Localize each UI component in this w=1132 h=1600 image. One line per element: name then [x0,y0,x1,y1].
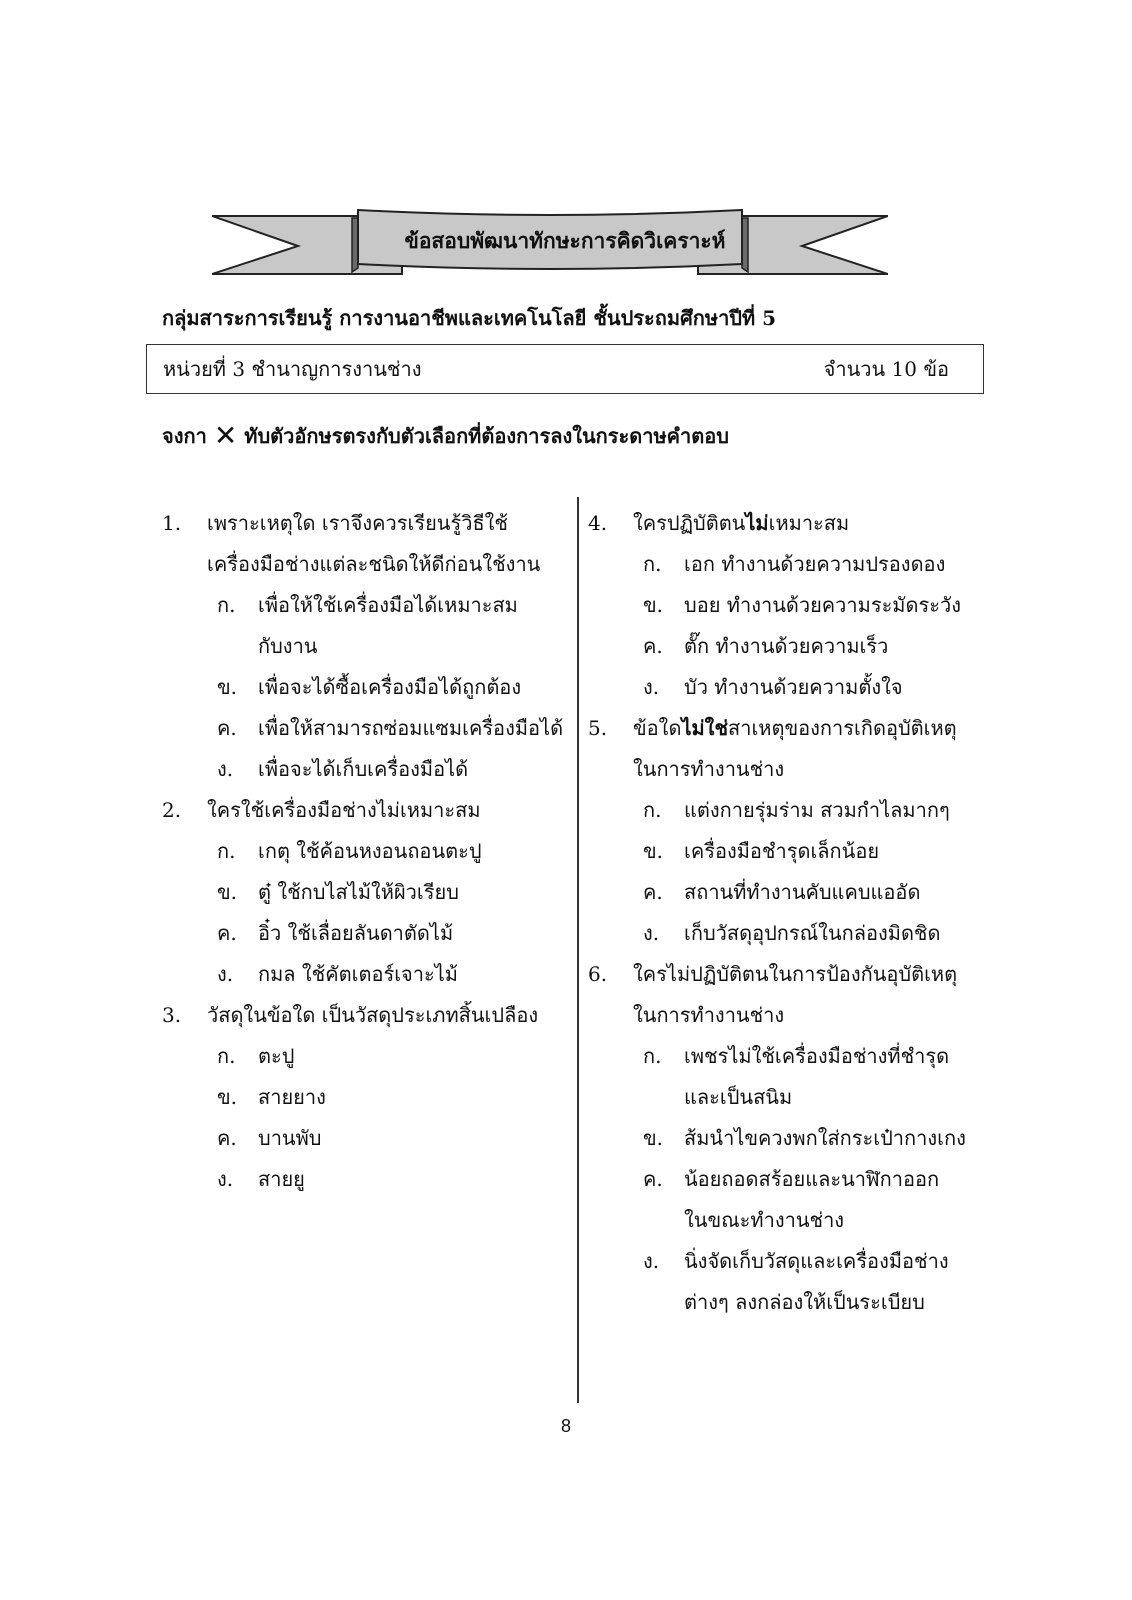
question-text: เครื่องมือช่างแต่ละชนิดให้ดีก่อนใช้งาน [207,552,541,576]
option-item[interactable] [588,544,1008,585]
stem-emphasis: ไม่ใช่ [681,716,729,740]
question-text: ใครไม่ปฏิบัติตนในการป้องกันอุบัติเหตุ [633,962,958,986]
option-text: นิ่งจัดเก็บวัสดุและเครื่องมือช่าง [684,1249,949,1273]
question-text: วัสดุในข้อใด เป็นวัสดุประเภทสิ้นเปลือง [207,1003,539,1027]
option-item[interactable] [588,790,1008,831]
option-text: เอก ทำงานด้วยความปรองดอง [684,552,946,576]
right-column [588,503,1008,1323]
option-text: เพชรไม่ใช้เครื่องมือช่างที่ชำรุด [684,1044,950,1068]
question-number: 2. [162,798,182,822]
instruction-text: ทับตัวอักษรตรงกับตัวเลือกที่ต้องการลงในกระดาษคำตอบ [244,424,729,448]
option-text: เกตุ ใช้ค้อนหงอนถอนตะปู [258,839,482,863]
option-item[interactable] [162,872,562,913]
option-item[interactable] [588,872,1008,913]
left-column [162,503,562,1200]
page-title: ข้อสอบพัฒนาทักษะการคิดวิเคราะห์ [404,227,726,253]
option-letter: ข. [217,880,238,904]
question-number: 6. [588,962,608,986]
stem-text: ข้อใด [633,716,682,740]
instruction-prefix: จงกา [162,424,207,448]
option-text: บานพับ [258,1126,322,1150]
stem-text: ใครปฏิบัติตน [633,511,746,535]
option-item[interactable] [588,1159,1008,1241]
option-letter: ง. [217,1167,234,1191]
question-5 [588,708,1008,790]
question-number: 3. [162,1003,182,1027]
subject-heading: กลุ่มสาระการเรียนรู้ การงานอาชีพและเทคโนโลยี ชั้นประถมศึกษาปีที่ 5 [162,306,777,330]
option-letter: ค. [217,716,237,740]
question-number: 1. [162,511,182,535]
option-text: ต่างๆ ลงกล่องให้เป็นระเบียบ [684,1290,925,1314]
option-text: กมล ใช้คัตเตอร์เจาะไม้ [258,962,458,986]
option-text: บอย ทำงานด้วยความระมัดระวัง [684,593,961,617]
option-item[interactable] [588,831,1008,872]
option-letter: ค. [217,1126,237,1150]
option-letter: ก. [217,839,236,863]
option-text: เครื่องมือชำรุดเล็กน้อย [684,839,880,863]
option-letter: ก. [643,1044,662,1068]
question-text [633,708,1008,749]
question-1 [162,503,562,585]
column-divider [577,497,579,1403]
option-text: และเป็นสนิม [684,1085,793,1109]
question-number: 4. [588,511,608,535]
option-item[interactable] [588,1241,1008,1323]
option-text: เพื่อจะได้ซื้อเครื่องมือได้ถูกต้อง [258,675,522,699]
option-letter: ข. [643,839,664,863]
question-4 [588,503,1008,544]
option-letter: ง. [217,757,234,781]
option-text: สายยู [258,1167,305,1191]
option-text: ตะปู [258,1044,295,1068]
option-letter: ข. [643,1126,664,1150]
option-item[interactable] [162,708,562,749]
instruction [162,420,729,452]
question-3 [162,995,562,1036]
option-text: ตั๊ก ทำงานด้วยความเร็ว [684,634,889,658]
stem-text: สาเหตุของการเกิดอุบัติเหตุ [728,716,957,740]
option-text: เพื่อจะได้เก็บเครื่องมือได้ [258,757,469,781]
option-letter: ค. [643,634,663,658]
option-item[interactable] [162,831,562,872]
option-item[interactable] [588,585,1008,626]
option-letter: ข. [643,593,664,617]
option-letter: ค. [217,921,237,945]
option-text: น้อยถอดสร้อยและนาฬิกาออก [684,1167,940,1191]
option-text: เพื่อให้สามารถซ่อมแซมเครื่องมือได้ [258,716,564,740]
option-text: เก็บวัสดุอุปกรณ์ในกล่องมิดชิด [684,921,941,945]
option-text: กับงาน [258,634,318,658]
option-item[interactable] [162,1118,562,1159]
option-item[interactable] [162,1159,562,1200]
option-text: อิ๋ว ใช้เลื่อยลันดาตัดไม้ [258,921,454,945]
option-text: แต่งกายรุ่มร่าม สวมกำไลมากๆ [684,798,950,822]
option-letter: ก. [643,552,662,576]
stem-text: เหมาะสม [768,511,850,535]
option-item[interactable] [588,667,1008,708]
option-letter: ข. [217,675,238,699]
option-text: ในขณะทำงานช่าง [684,1208,845,1232]
option-item[interactable] [162,585,562,667]
option-item[interactable] [162,667,562,708]
stem-emphasis: ไม่ [745,511,769,535]
option-letter: ง. [643,1249,660,1273]
option-letter: ข. [217,1085,238,1109]
option-item[interactable] [162,1036,562,1077]
option-letter: ก. [217,593,236,617]
option-text: เพื่อให้ใช้เครื่องมือได้เหมาะสม [258,593,518,617]
option-item[interactable] [588,626,1008,667]
question-text: ใครใช้เครื่องมือช่างไม่เหมาะสม [207,798,481,822]
option-text: ตู๋ ใช้กบไสไม้ให้ผิวเรียบ [258,880,459,904]
option-text: สายยาง [258,1085,326,1109]
option-item[interactable] [588,913,1008,954]
option-item[interactable] [588,1036,1008,1118]
option-letter: ก. [643,798,662,822]
option-letter: ค. [643,1167,663,1191]
option-item[interactable] [162,954,562,995]
question-2 [162,790,562,831]
question-text: เพราะเหตุใด เราจึงควรเรียนรู้วิธีใช้ [207,511,508,535]
page-number: 8 [560,1416,571,1436]
option-text: บัว ทำงานด้วยความตั้งใจ [684,675,903,699]
option-letter: ง. [643,675,660,699]
option-item[interactable] [588,1118,1008,1159]
option-letter: ค. [643,880,663,904]
option-item[interactable] [162,749,562,790]
question-count: จำนวน 10 ข้อ [823,357,949,381]
question-number: 5. [588,716,608,740]
option-text: ส้มนำไขควงพกใส่กระเป๋ากางเกง [684,1126,966,1150]
question-text [633,503,1008,544]
option-letter: ง. [217,962,234,986]
option-item[interactable] [162,1077,562,1118]
option-letter: ง. [643,921,660,945]
option-item[interactable] [162,913,562,954]
option-letter: ก. [217,1044,236,1068]
option-text: สถานที่ทำงานคับแคบแออัด [684,880,921,904]
cross-mark-icon: ✕ [213,419,238,452]
question-text: ในการทำงานช่าง [633,1003,785,1027]
question-6 [588,954,1008,1036]
unit-name: หน่วยที่ 3 ชำนาญการงานช่าง [163,357,422,381]
question-text: ในการทำงานช่าง [633,757,785,781]
unit-box [146,344,984,394]
